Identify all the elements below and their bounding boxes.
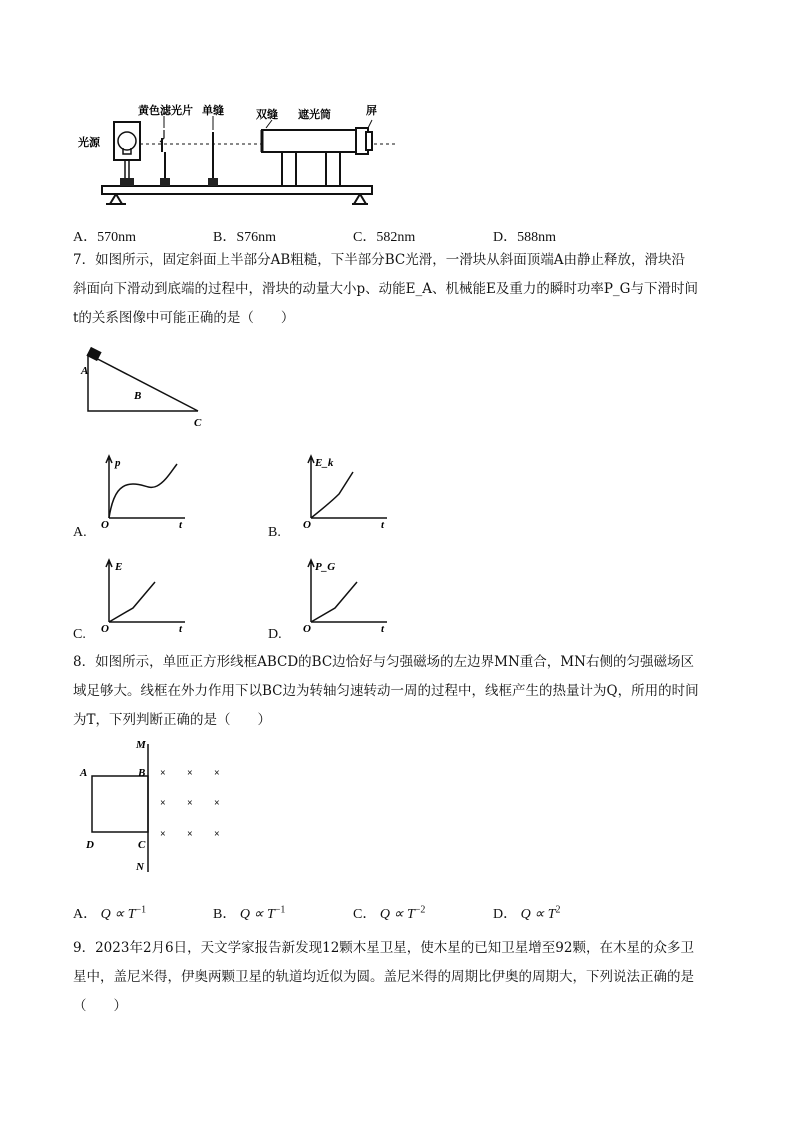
- q7-option-a-label[interactable]: A.: [73, 525, 87, 540]
- graph-c-ylabel: E: [115, 561, 123, 573]
- svg-text:×: ×: [214, 798, 220, 809]
- q6-option-a[interactable]: A．570nm: [73, 230, 137, 245]
- loop-label-a: A: [80, 767, 88, 779]
- q7-option-c-label[interactable]: C.: [73, 627, 86, 642]
- q7-line-1: 如图所示，固定斜面上半部分AB粗糙，下半部分BC光滑，一滑块从斜面顶端A由静止释放，滑块沿: [95, 252, 686, 268]
- graph-a-origin: O: [101, 519, 109, 531]
- q6-option-b[interactable]: B．S76nm: [213, 230, 277, 245]
- svg-text:×: ×: [187, 829, 193, 840]
- q8-option-c[interactable]: C． $Q \propto T^{-2}$: [353, 904, 426, 922]
- q8-number: 8．: [73, 654, 96, 670]
- svg-text:×: ×: [160, 798, 166, 809]
- svg-text:×: ×: [160, 768, 166, 779]
- incline-label-b: B: [134, 390, 142, 402]
- q7-number: 7．: [73, 252, 96, 268]
- graph-c-xlabel: t: [179, 623, 183, 635]
- q8-option-a[interactable]: A． $Q \propto T^{-1}$: [73, 904, 147, 922]
- graph-c-origin: O: [101, 623, 109, 635]
- q7-line-3: t的关系图像中可能正确的是（ ）: [73, 310, 295, 326]
- label-light-source: 光源: [78, 137, 100, 149]
- q9-number: 9．: [73, 940, 96, 956]
- incline-label-a: A: [81, 365, 89, 377]
- graph-b-ylabel: E_k: [315, 457, 334, 469]
- label-single-slit: 单缝: [202, 105, 224, 117]
- q9-line-1: 2023年2月6日，天文学家报告新发现12颗木星卫星，使木星的已知卫星增至92颗，在木星的众多卫: [95, 940, 694, 956]
- label-filter: 黄色滤光片: [138, 105, 193, 117]
- q7-graph-b: [297, 452, 407, 542]
- graph-d-xlabel: t: [381, 623, 385, 635]
- q9-line-3: （ ）: [73, 998, 127, 1014]
- label-double-slit: 双缝: [256, 109, 278, 121]
- field-label-m: M: [136, 739, 146, 751]
- svg-text:×: ×: [187, 768, 193, 779]
- graph-d-ylabel: P_G: [315, 561, 336, 573]
- q7-graph-c: [95, 556, 205, 646]
- q7-option-d-label[interactable]: D.: [268, 627, 282, 642]
- svg-text:×: ×: [160, 829, 166, 840]
- q8-line-2: 域足够大。线框在外力作用下以BC边为转轴匀速转动一周的过程中，线框产生的热量计为Q，所用的时间: [73, 683, 699, 699]
- graph-a-xlabel: t: [179, 519, 183, 531]
- label-hood: 遮光筒: [298, 109, 331, 121]
- q7-option-b-label[interactable]: B.: [268, 525, 281, 540]
- q8-option-b[interactable]: B． $Q \propto T^{-1}$: [213, 904, 286, 922]
- q6-option-d[interactable]: D．588nm: [493, 230, 557, 245]
- incline-label-c: C: [194, 417, 202, 429]
- q7-graph-a: [95, 452, 205, 542]
- q8-line-3: 为T，下列判断正确的是（ ）: [73, 712, 272, 728]
- field-label-n: N: [136, 861, 144, 873]
- loop-label-d: D: [86, 839, 94, 851]
- q7-stem: [73, 246, 733, 333]
- q8-option-d[interactable]: D． $Q \propto T^2$: [493, 904, 561, 922]
- q9-line-2: 星中，盖尼米得，伊奥两颗卫星的轨道均近似为圆。盖尼米得的周期比伊奥的周期大，下列说法正确的是: [73, 969, 694, 985]
- q8-line-1: 如图所示，单匝正方形线框ABCD的BC边恰好与匀强磁场的左边界MN重合，MN右侧的匀强磁场区: [95, 654, 694, 670]
- graph-b-origin: O: [303, 519, 311, 531]
- graph-d-origin: O: [303, 623, 311, 635]
- q6-option-c[interactable]: C．582nm: [353, 230, 416, 245]
- svg-text:×: ×: [214, 829, 220, 840]
- q7-graph-d: [297, 556, 407, 646]
- q9-stem: [73, 934, 733, 1021]
- q8-stem: [73, 648, 733, 735]
- label-screen: 屏: [366, 105, 377, 117]
- svg-text:×: ×: [187, 798, 193, 809]
- q7-line-2: 斜面向下滑动到底端的过程中，滑块的动量大小p、动能E_A、机械能E及重力的瞬时功率P_G与下滑时间: [73, 281, 698, 297]
- loop-label-b: B: [138, 767, 146, 779]
- loop-label-c: C: [138, 839, 146, 851]
- graph-a-ylabel: p: [115, 457, 121, 469]
- q7-incline-diagram: [78, 344, 218, 434]
- graph-b-xlabel: t: [381, 519, 385, 531]
- q8-loop-field-diagram: [76, 736, 246, 878]
- svg-text:×: ×: [214, 768, 220, 779]
- q6-apparatus-diagram: [76, 100, 406, 212]
